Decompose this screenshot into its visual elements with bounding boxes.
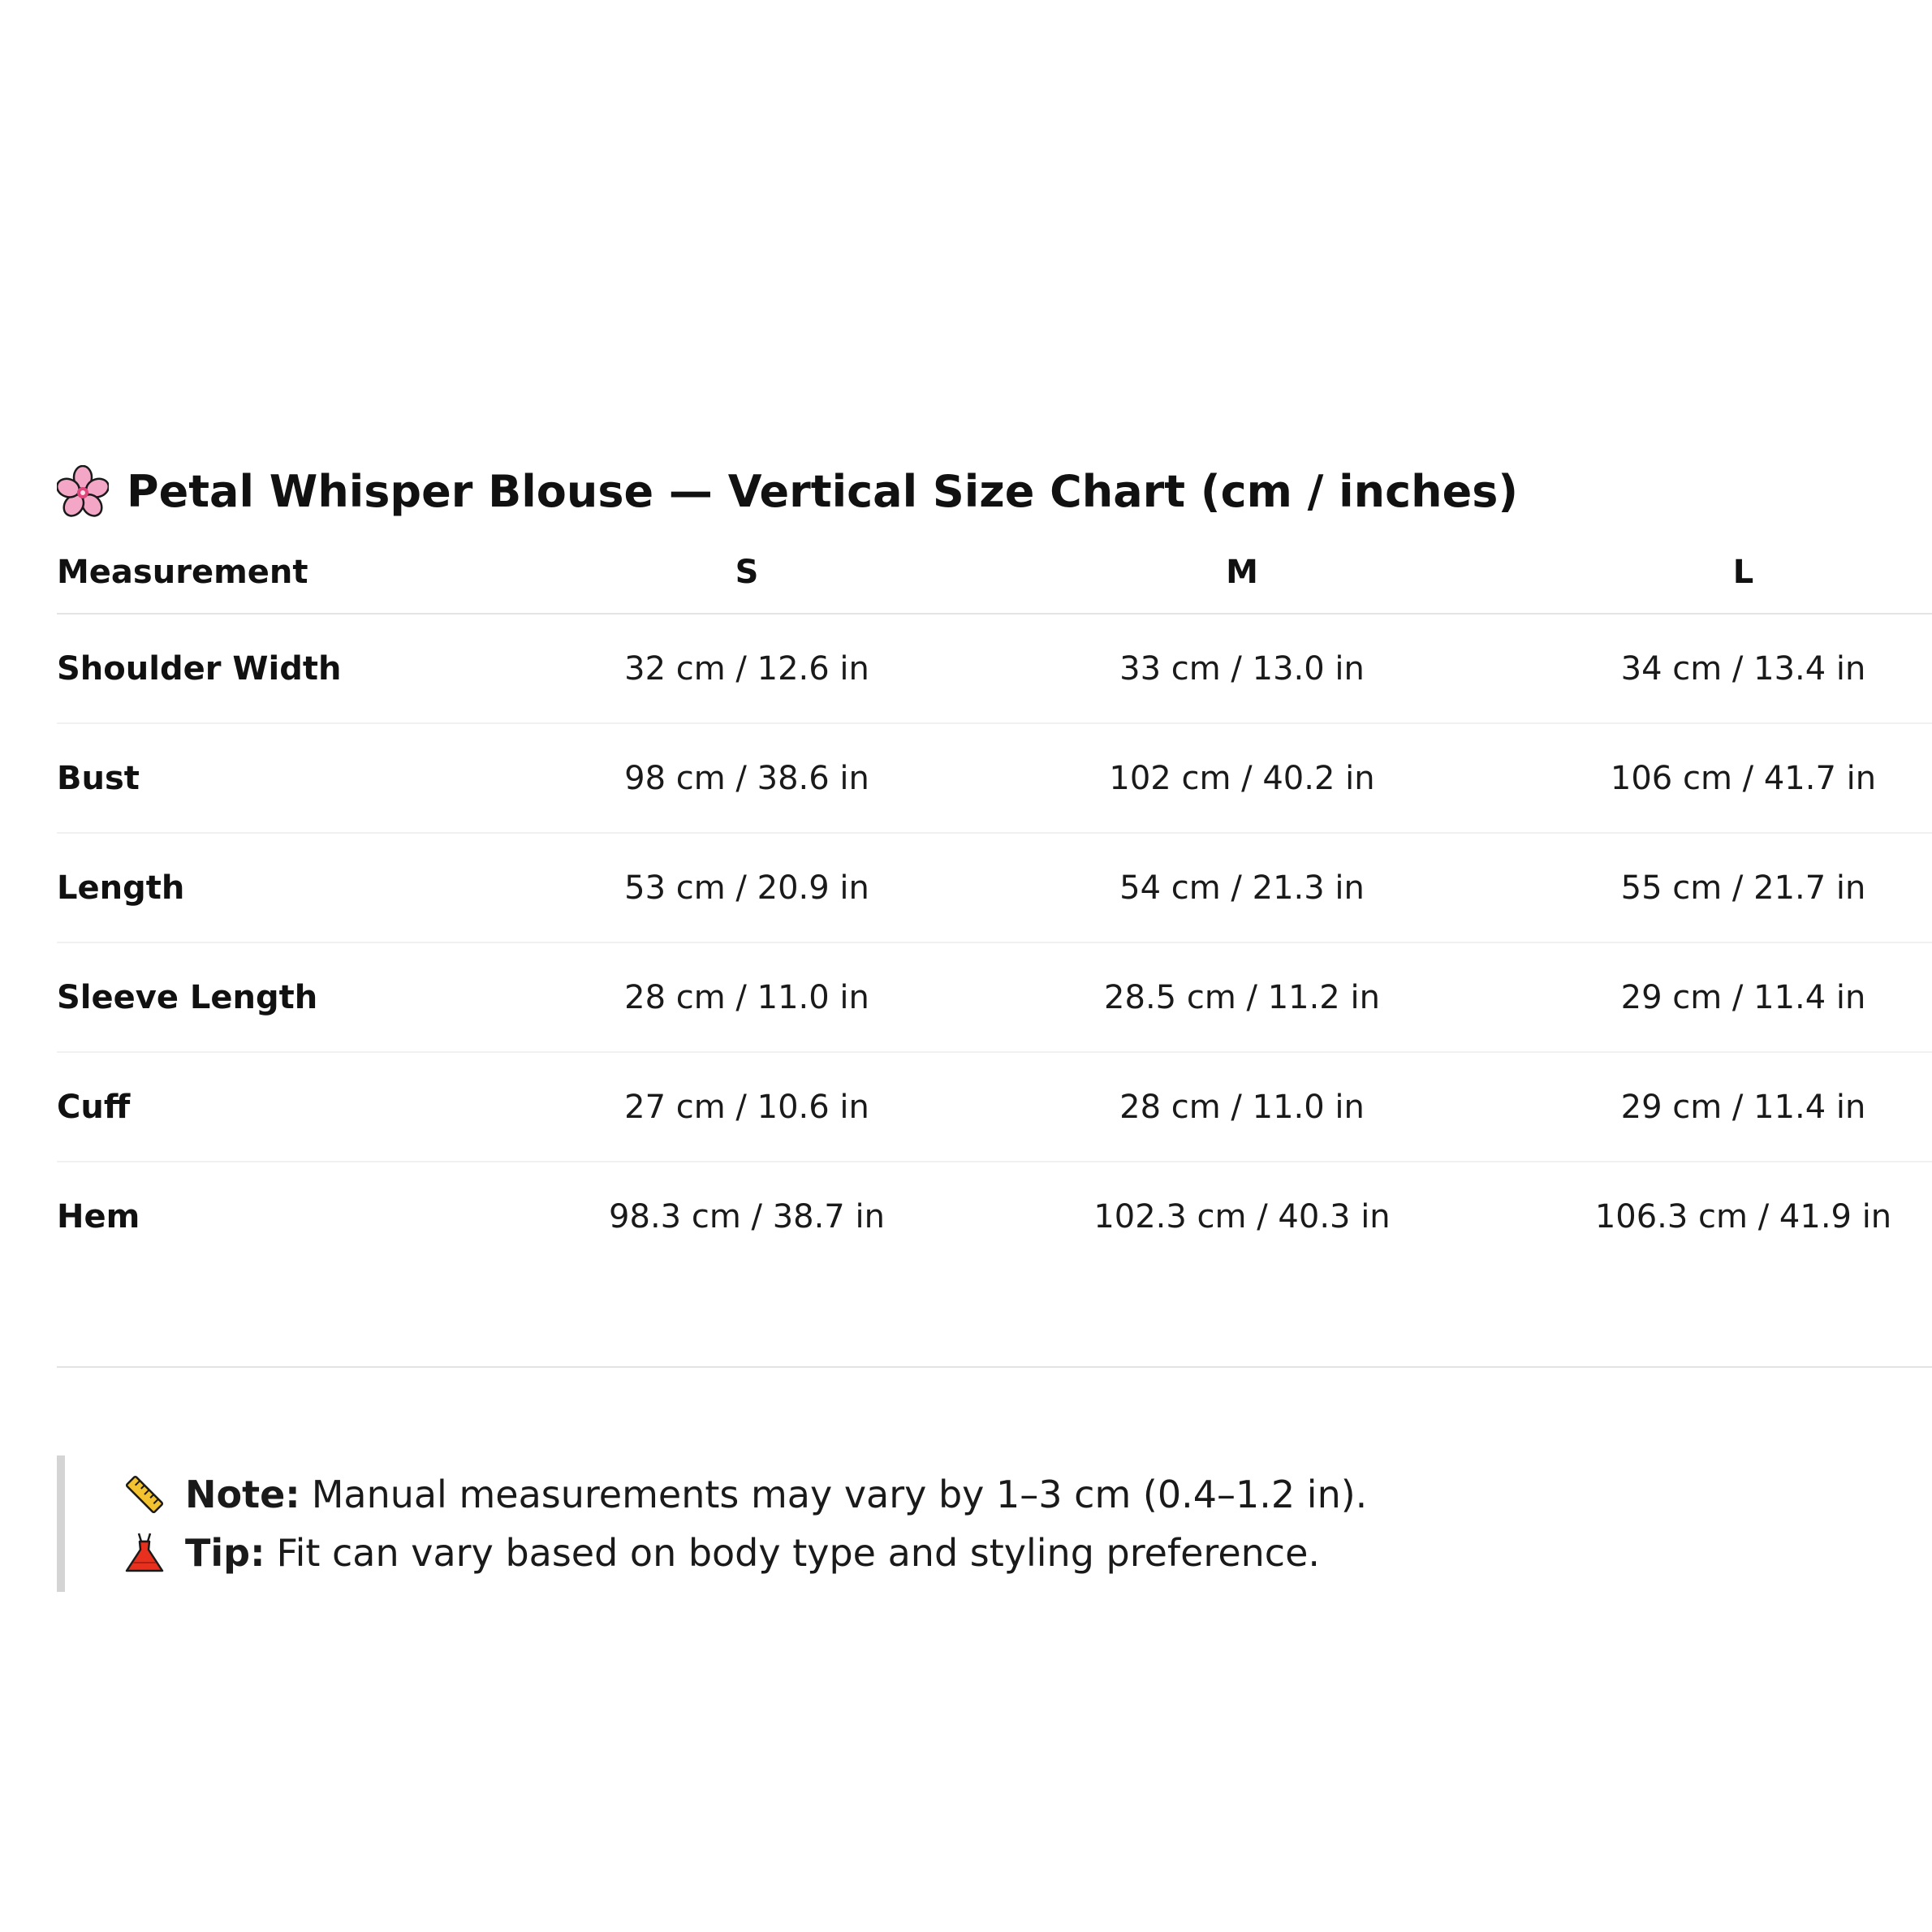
table-row <box>57 723 1932 833</box>
cell-value: 28.5 cm / 11.2 in <box>994 942 1490 1052</box>
note-text: Manual measurements may vary by 1–3 cm (0.4–1.2 in). <box>311 1473 1368 1516</box>
page-title <box>57 451 1932 532</box>
header-size-s: S <box>499 532 994 614</box>
table-row <box>57 833 1932 942</box>
cell-value: 106.3 cm / 41.9 in <box>1594 1197 1892 1236</box>
section-divider <box>57 1366 1932 1368</box>
cell-value: 53 cm / 20.9 in <box>499 833 994 942</box>
table-row <box>57 942 1932 1052</box>
cell-value: 29 cm / 11.4 in <box>1490 942 1932 1052</box>
cell-value: 34 cm / 13.4 in <box>1490 614 1932 723</box>
cell-value: 27 cm / 10.6 in <box>499 1052 994 1162</box>
cell-value: 98 cm / 38.6 in <box>499 723 994 833</box>
cell-value: 98.3 cm / 38.7 in <box>609 1197 885 1236</box>
row-label: Sleeve Length <box>57 942 499 1052</box>
dress-icon <box>122 1530 167 1576</box>
row-label: Length <box>57 833 499 942</box>
ruler-icon <box>122 1472 167 1517</box>
cell-value: 102.3 cm / 40.3 in <box>1093 1197 1391 1236</box>
tip-label: Tip: <box>185 1531 265 1575</box>
notes-callout <box>57 1455 1680 1592</box>
row-label: Hem <box>57 1197 140 1236</box>
header-measurement: Measurement <box>57 532 499 614</box>
size-chart <box>57 451 1932 1270</box>
cell-value: 54 cm / 21.3 in <box>994 833 1490 942</box>
row-label: Shoulder Width <box>57 614 499 723</box>
note-line <box>122 1465 1680 1524</box>
cell-value: 33 cm / 13.0 in <box>994 614 1490 723</box>
row-label: Cuff <box>57 1052 499 1162</box>
cell-value: 102 cm / 40.2 in <box>994 723 1490 833</box>
tip-line <box>122 1524 1680 1582</box>
header-row <box>57 532 1932 614</box>
tip-text: Fit can vary based on body type and styling preference. <box>276 1531 1320 1575</box>
table-row <box>57 614 1932 723</box>
cell-value: 29 cm / 11.4 in <box>1490 1052 1932 1162</box>
row-label: Bust <box>57 723 499 833</box>
cell-value: 32 cm / 12.6 in <box>499 614 994 723</box>
header-size-l: L <box>1490 532 1932 614</box>
cherry-blossom-icon <box>57 465 109 517</box>
table-row <box>57 1052 1932 1162</box>
header-size-m: M <box>994 532 1490 614</box>
cell-value: 28 cm / 11.0 in <box>994 1052 1490 1162</box>
table-row <box>57 1162 1932 1270</box>
cell-value: 55 cm / 21.7 in <box>1490 833 1932 942</box>
cell-value: 28 cm / 11.0 in <box>499 942 994 1052</box>
note-label: Note: <box>185 1473 300 1516</box>
title-text: Petal Whisper Blouse — Vertical Size Chart (cm / inches) <box>127 465 1519 517</box>
size-table <box>57 532 1932 1270</box>
cell-value: 106 cm / 41.7 in <box>1490 723 1932 833</box>
